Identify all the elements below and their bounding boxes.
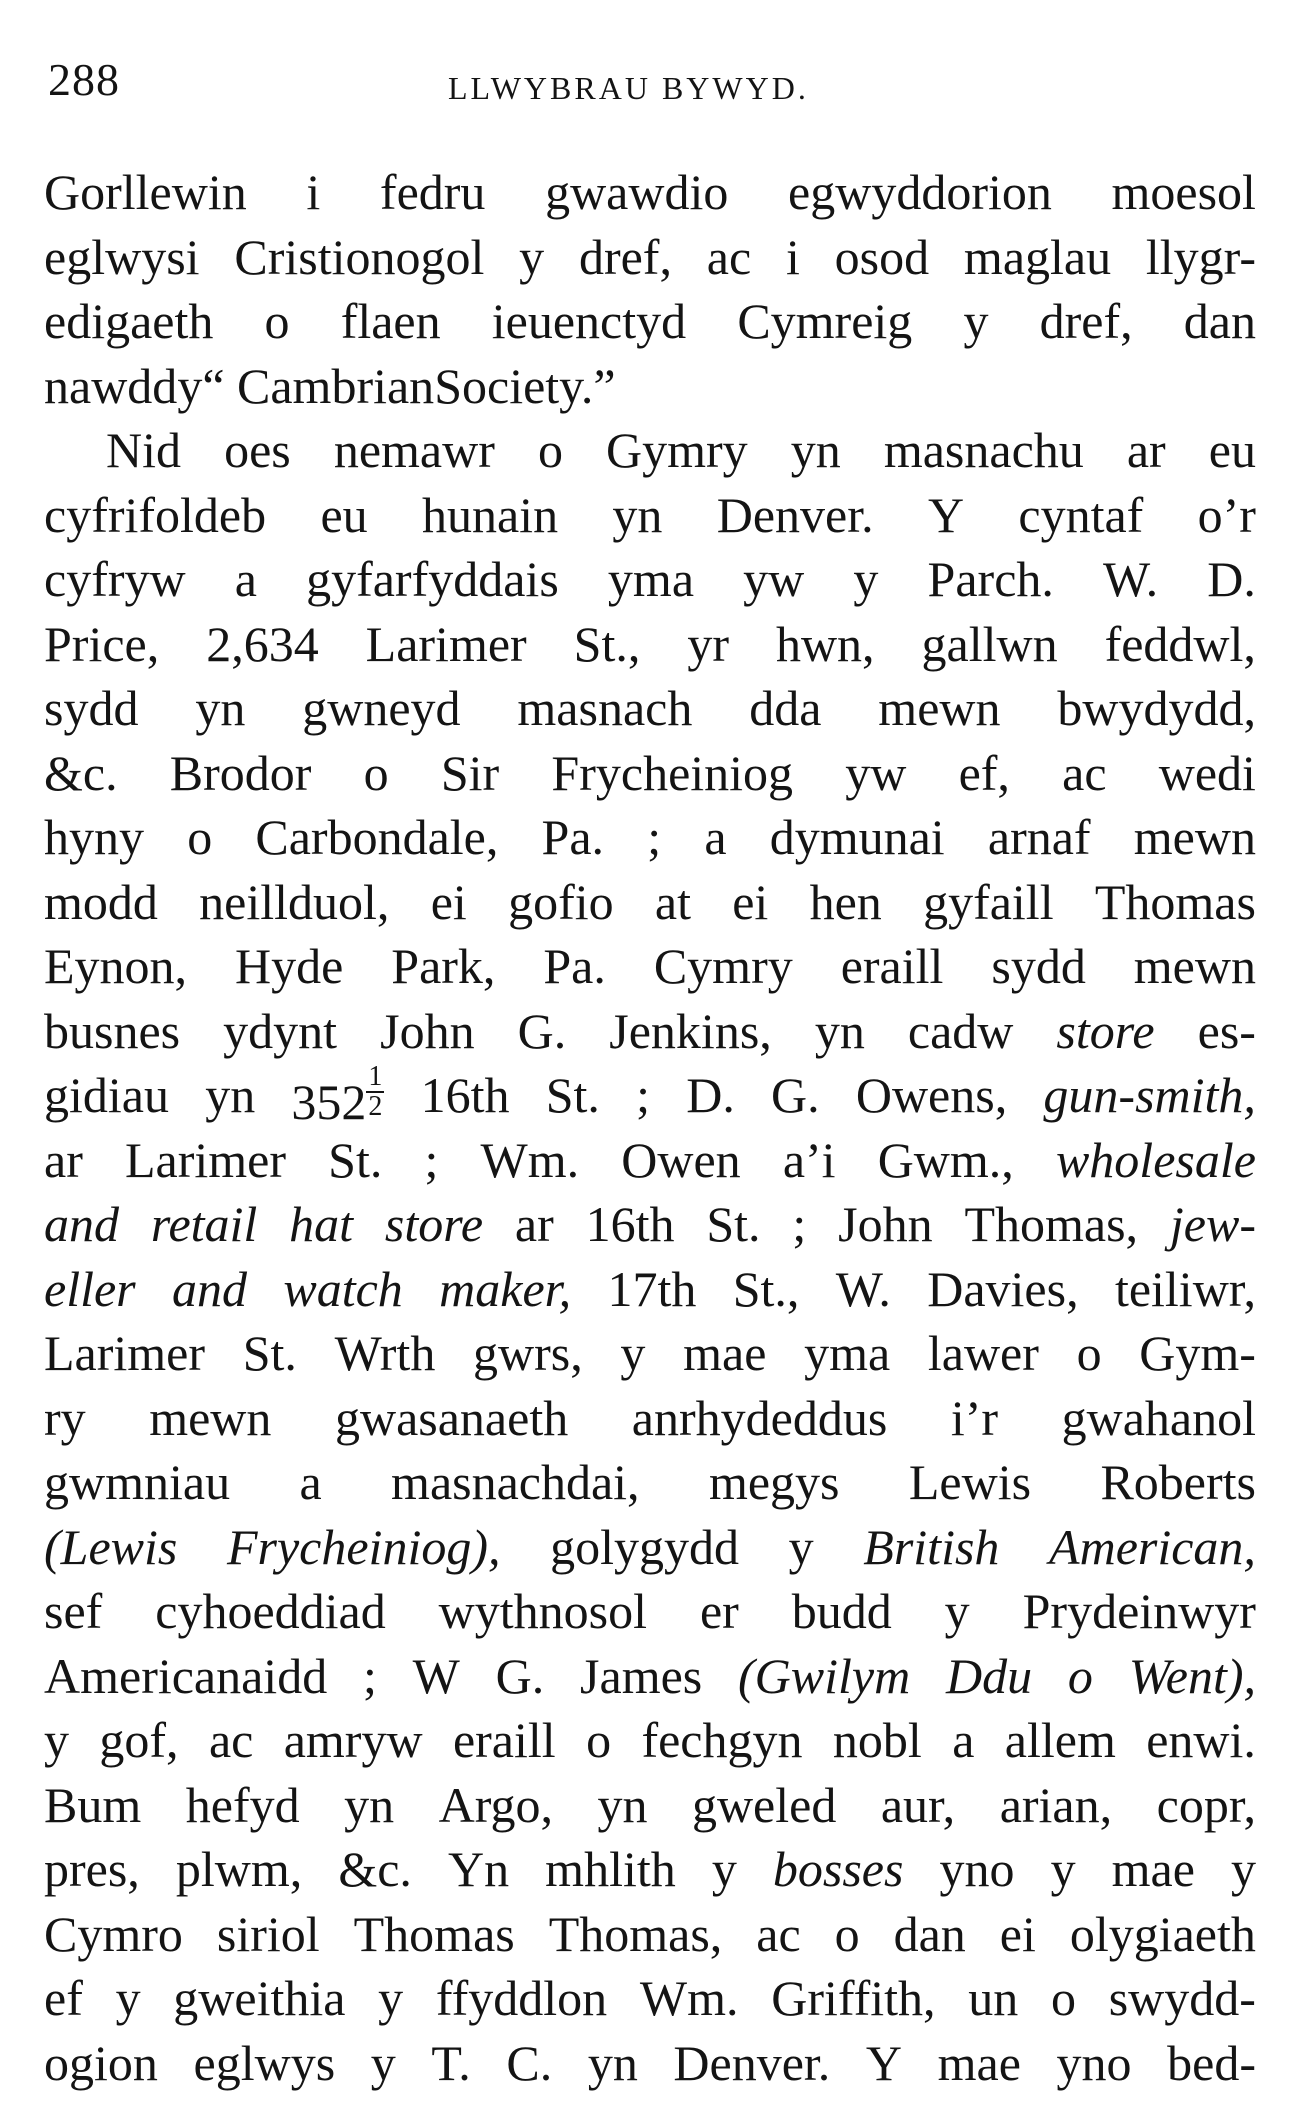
- text-line-11: [44, 805, 1256, 870]
- word: pres,: [44, 1841, 140, 1897]
- word: o: [586, 1712, 612, 1768]
- word: osod: [834, 228, 930, 285]
- text-line-3: [44, 289, 1256, 354]
- word: anrhydeddus: [631, 1389, 888, 1446]
- italic-word: Frycheiniog),: [226, 1518, 501, 1575]
- word: Carbondale,: [255, 809, 499, 865]
- text-line-6: [44, 483, 1256, 548]
- text-line-29: [44, 1966, 1256, 2031]
- word: T.: [431, 2034, 471, 2091]
- italic-word: Ddu: [946, 1647, 1033, 1704]
- word: arnaf: [987, 809, 1091, 865]
- word: John: [380, 1002, 475, 1059]
- word: gwneyd: [302, 680, 461, 736]
- word: 16th: [585, 1196, 675, 1252]
- word: er: [699, 1583, 739, 1639]
- word: James: [580, 1647, 703, 1704]
- text-line-19: [44, 1321, 1256, 1386]
- word: ry: [44, 1389, 86, 1446]
- word: Larimer: [44, 1325, 206, 1381]
- word: ac: [756, 1905, 801, 1962]
- word: Owens,: [855, 1067, 1008, 1123]
- word: o’r: [1197, 486, 1256, 543]
- text-line-17: [44, 1192, 1256, 1257]
- word: gweithia: [173, 1970, 346, 2026]
- word: W: [412, 1647, 460, 1704]
- text-line-21: [44, 1450, 1256, 1515]
- word: St.: [328, 1131, 383, 1188]
- italic-word: wholesale: [1055, 1131, 1256, 1188]
- text-line-22: [44, 1515, 1256, 1580]
- word: Gym-: [1139, 1325, 1256, 1381]
- word: llygr-: [1145, 228, 1256, 285]
- word: Cymry: [653, 938, 793, 994]
- word: eglwys: [193, 2034, 336, 2091]
- word: a: [704, 809, 727, 865]
- italic-word: retail: [150, 1196, 258, 1252]
- word: ffyddlon: [435, 1970, 608, 2026]
- word: y: [44, 1712, 69, 1768]
- text-line-10: [44, 741, 1256, 806]
- italic-word: (Gwilym: [738, 1647, 911, 1704]
- word: cyhoeddiad: [155, 1583, 386, 1639]
- word: mewn: [878, 680, 1001, 736]
- word: G.: [771, 1067, 820, 1123]
- word: y: [963, 293, 989, 349]
- word: Argo,: [438, 1776, 553, 1833]
- word: St.,: [573, 615, 641, 672]
- italic-word: jew-: [1169, 1196, 1256, 1252]
- word: hunain: [421, 486, 559, 543]
- word: Gymry: [606, 422, 748, 478]
- word: masnachu: [883, 422, 1084, 478]
- word: mewn: [149, 1389, 272, 1446]
- word: ef: [44, 1970, 83, 2026]
- word: ei: [999, 1905, 1036, 1962]
- italic-word: o: [1067, 1647, 1093, 1704]
- whole-number: 352: [291, 1074, 367, 1130]
- word: Bum: [44, 1776, 142, 1833]
- word: gwawdio: [545, 164, 729, 220]
- word: y: [788, 1518, 814, 1575]
- word: Griffith,: [771, 1970, 936, 2026]
- word: yn: [790, 422, 841, 478]
- text-line-9: [44, 676, 1256, 741]
- word: Park,: [391, 938, 496, 994]
- word: cyfryw: [44, 551, 186, 607]
- text-line-12: [44, 870, 1256, 935]
- word: o: [363, 744, 389, 801]
- word: nobl: [832, 1712, 922, 1768]
- word: yw: [845, 744, 907, 801]
- word: Jenkins,: [609, 1002, 772, 1059]
- word: gyfarfyddais: [306, 551, 559, 607]
- word: Thomas: [1094, 873, 1256, 930]
- text-line-14: [44, 999, 1256, 1064]
- word: yma: [804, 1325, 891, 1381]
- word: Cristionogol: [234, 228, 485, 285]
- italic-word: store: [1056, 1002, 1155, 1059]
- word: o: [187, 809, 213, 865]
- word: mewn: [1133, 938, 1256, 994]
- word: a: [299, 1454, 322, 1510]
- word: sydd: [44, 680, 139, 736]
- word: 2,634: [206, 615, 319, 672]
- word: dan: [1183, 293, 1256, 349]
- word: dref,: [1039, 293, 1133, 349]
- word: &c.: [338, 1841, 412, 1897]
- address-number: [291, 1063, 384, 1128]
- word: Brodor: [169, 744, 312, 801]
- text-line-15: [44, 1063, 1256, 1128]
- word: yr: [687, 615, 729, 672]
- word: eraill: [452, 1712, 556, 1768]
- word: hyny: [44, 809, 144, 865]
- italic-word: hat: [289, 1196, 354, 1252]
- text-line-24: [44, 1644, 1256, 1709]
- word: eu: [320, 486, 368, 543]
- word: 16th: [420, 1067, 510, 1123]
- word: gwmniau: [44, 1454, 231, 1510]
- word: ydynt: [223, 1002, 338, 1059]
- italic-word: store: [384, 1196, 484, 1252]
- text-line-2: [44, 225, 1256, 290]
- word: ;: [636, 1067, 651, 1123]
- word: gofio: [508, 873, 614, 930]
- page-number: 288: [48, 54, 120, 105]
- word: at: [654, 873, 691, 930]
- word: ef,: [958, 744, 1010, 801]
- word: i: [785, 228, 800, 285]
- word: Larimer: [124, 1131, 286, 1188]
- word: ar: [514, 1196, 554, 1252]
- word: gyfaill: [923, 873, 1054, 930]
- word: Frycheiniog: [551, 744, 794, 801]
- text-line-7: [44, 547, 1256, 612]
- word: nemawr: [333, 422, 495, 478]
- word: feddwl,: [1104, 615, 1256, 672]
- word: y: [115, 1970, 141, 2026]
- word: flaen: [340, 293, 441, 349]
- word: Sir: [440, 744, 500, 801]
- word: ar: [1126, 422, 1166, 478]
- word: gweled: [691, 1776, 837, 1833]
- word: St.: [706, 1196, 761, 1252]
- word: y: [944, 1583, 970, 1639]
- body-text: [44, 160, 1256, 2095]
- word: y: [370, 2034, 396, 2091]
- text-line-4: [44, 354, 1256, 419]
- word: gidiau: [44, 1067, 169, 1123]
- word: un: [968, 1970, 1019, 2026]
- word: W.: [835, 1260, 891, 1317]
- word: a’i: [782, 1131, 836, 1188]
- word: a: [234, 551, 257, 607]
- word: o: [834, 1905, 860, 1962]
- word: o: [1051, 1970, 1076, 2026]
- word: yw: [743, 551, 805, 607]
- word: edigaeth: [44, 293, 214, 349]
- word: Roberts: [1100, 1454, 1256, 1510]
- word: gwahanol: [1061, 1389, 1256, 1446]
- word: Denver.: [716, 486, 874, 543]
- fraction-numerator: 1: [368, 1061, 383, 1092]
- word: bed-: [1167, 2034, 1256, 2091]
- word: gof,: [99, 1712, 179, 1768]
- word: modd: [44, 873, 158, 930]
- italic-word: and: [172, 1260, 247, 1317]
- word: siriol: [216, 1905, 320, 1962]
- word: wythnosol: [438, 1583, 648, 1639]
- word: mewn: [1133, 809, 1256, 865]
- italic-word: American,: [1049, 1518, 1256, 1575]
- fraction: [366, 1063, 384, 1121]
- word: Gorllewin: [44, 164, 247, 220]
- word: sydd: [991, 938, 1086, 994]
- word: dan: [893, 1905, 966, 1962]
- word: yno: [1056, 2034, 1132, 2091]
- word: Pa.: [541, 809, 605, 865]
- word: G.: [495, 1647, 545, 1704]
- word: amryw: [283, 1712, 423, 1768]
- word: dref,: [578, 228, 672, 285]
- word: lawer: [927, 1325, 1039, 1381]
- word: W.: [1103, 551, 1159, 607]
- word: Cymreig: [737, 293, 913, 349]
- word: Lewis: [908, 1454, 1032, 1510]
- word: Cymro: [44, 1905, 183, 1962]
- word: “ Cambrian: [202, 357, 435, 414]
- word: &c.: [44, 744, 118, 801]
- word: Y: [865, 2034, 903, 2091]
- word: y: [853, 551, 879, 607]
- word: eglwysi: [44, 228, 200, 285]
- word: ei: [732, 873, 769, 930]
- word: Prydeinwyr: [1022, 1583, 1256, 1639]
- word: i’r: [950, 1389, 999, 1446]
- word: gwasanaeth: [334, 1389, 569, 1446]
- word: mae: [937, 2034, 1021, 2091]
- word: yn: [205, 1067, 256, 1123]
- word: cyntaf: [1018, 486, 1144, 543]
- word: ac: [208, 1712, 254, 1768]
- word: wedi: [1158, 744, 1256, 801]
- word: ;: [792, 1196, 807, 1252]
- word: gallwn: [921, 615, 1058, 672]
- word: arian,: [999, 1776, 1113, 1833]
- word: Eynon,: [44, 938, 188, 994]
- word: Gwm.,: [877, 1131, 1014, 1188]
- word: 17th: [607, 1260, 697, 1317]
- word: Americanaidd: [44, 1647, 328, 1704]
- word: D.: [1207, 551, 1256, 607]
- word: ieuenctyd: [491, 293, 687, 349]
- word: Y: [927, 486, 965, 543]
- word: oes: [224, 422, 291, 478]
- word: aur,: [880, 1776, 956, 1833]
- italic-word: British: [863, 1518, 1000, 1575]
- word: mae: [683, 1325, 767, 1381]
- italic-word: bosses: [772, 1841, 904, 1897]
- word: maglau: [963, 228, 1112, 285]
- italic-word: (Lewis: [44, 1518, 178, 1575]
- word: eraill: [840, 938, 944, 994]
- text-line-13: [44, 934, 1256, 999]
- word: Society.”: [434, 357, 616, 414]
- word: ;: [362, 1647, 377, 1704]
- word: megys: [708, 1454, 840, 1510]
- word: y: [620, 1325, 646, 1381]
- word: yn: [587, 2034, 638, 2091]
- word: St.: [545, 1067, 600, 1123]
- italic-word: gun-smith,: [1043, 1067, 1256, 1123]
- text-line-26: [44, 1773, 1256, 1838]
- word: masnach: [517, 680, 693, 736]
- word: masnachdai,: [391, 1454, 640, 1510]
- word: Davies,: [927, 1260, 1079, 1317]
- word: ac: [1062, 744, 1107, 801]
- italic-word: watch: [283, 1260, 403, 1317]
- word: o: [1076, 1325, 1102, 1381]
- word: Wm.: [639, 1970, 739, 2026]
- word: y: [177, 357, 203, 414]
- word: ar: [44, 1131, 83, 1188]
- word: Parch.: [927, 551, 1054, 607]
- word: nawdd: [44, 357, 178, 414]
- word: dymunai: [769, 809, 945, 865]
- word: o: [537, 422, 563, 478]
- word: ;: [424, 1131, 439, 1188]
- italic-word: maker,: [439, 1260, 572, 1317]
- word: o: [264, 293, 290, 349]
- word: hen: [809, 873, 882, 930]
- text-line-1: [44, 160, 1256, 225]
- word: yn: [814, 1002, 865, 1059]
- word: C.: [506, 2034, 553, 2091]
- word: yno: [939, 1841, 1015, 1897]
- word: Wm.: [480, 1131, 580, 1188]
- text-line-20: [44, 1386, 1256, 1451]
- word: budd: [791, 1583, 892, 1639]
- word: dda: [749, 680, 822, 736]
- word: Hyde: [235, 938, 344, 994]
- word: yn: [344, 1776, 395, 1833]
- word: egwyddorion: [788, 164, 1052, 220]
- word: y: [519, 228, 545, 285]
- word: ei: [430, 873, 467, 930]
- page-header: [48, 52, 1248, 122]
- word: yn: [195, 680, 246, 736]
- word: Thomas,: [964, 1196, 1139, 1252]
- word: teiliwr,: [1114, 1260, 1256, 1317]
- word: St.,: [732, 1260, 800, 1317]
- word: fechgyn: [641, 1712, 803, 1768]
- word: mhlith: [545, 1841, 676, 1897]
- word: cadw: [907, 1002, 1014, 1059]
- text-line-28: [44, 1902, 1256, 1967]
- word: swydd-: [1108, 1970, 1256, 2026]
- word: G.: [517, 1002, 567, 1059]
- word: allem: [1004, 1712, 1116, 1768]
- word: Wrth: [334, 1325, 436, 1381]
- word: ac: [706, 228, 752, 285]
- word: golygydd: [550, 1518, 740, 1575]
- word: hefyd: [185, 1776, 300, 1833]
- word: neillduol,: [199, 873, 390, 930]
- word: y: [378, 1970, 404, 2026]
- word: copr,: [1156, 1776, 1256, 1833]
- word: Thomas,: [548, 1905, 723, 1962]
- word: yn: [597, 1776, 648, 1833]
- word: St.: [242, 1325, 297, 1381]
- text-line-23: [44, 1579, 1256, 1644]
- text-line-30: [44, 2031, 1256, 2096]
- word: y: [1230, 1841, 1256, 1897]
- word: gwrs,: [473, 1325, 583, 1381]
- word: y: [1050, 1841, 1076, 1897]
- word: olygiaeth: [1069, 1905, 1256, 1962]
- word: Pa.: [543, 938, 606, 994]
- word: sef: [44, 1583, 103, 1639]
- fraction-denominator: 2: [368, 1091, 383, 1122]
- word: D.: [686, 1067, 735, 1123]
- text-line-5: [44, 418, 1256, 483]
- word: Nid: [106, 422, 181, 478]
- italic-word: Went),: [1128, 1647, 1256, 1704]
- word: yma: [607, 551, 695, 607]
- text-line-25: [44, 1708, 1256, 1773]
- running-title: LLWYBRAU BYWYD.: [448, 70, 809, 106]
- word: cyfrifoldeb: [44, 486, 267, 543]
- word: mae: [1111, 1841, 1195, 1897]
- word: ;: [647, 809, 662, 865]
- word: Price,: [44, 615, 160, 672]
- word: fedru: [379, 164, 486, 220]
- word: John: [838, 1196, 933, 1252]
- italic-word: and: [44, 1196, 119, 1252]
- word: y: [711, 1841, 737, 1897]
- word: i: [306, 164, 321, 220]
- word: Yn: [448, 1841, 510, 1897]
- word: eu: [1208, 422, 1256, 478]
- word: yn: [612, 486, 663, 543]
- word: es-: [1197, 1002, 1256, 1059]
- text-line-8: [44, 612, 1256, 677]
- word: ogion: [44, 2034, 158, 2091]
- italic-word: eller: [44, 1260, 136, 1317]
- word: enwi.: [1146, 1712, 1256, 1768]
- word: a: [952, 1712, 975, 1768]
- word: plwm,: [175, 1841, 303, 1897]
- text-line-27: [44, 1837, 1256, 1902]
- text-line-16: [44, 1128, 1256, 1193]
- word: Denver.: [673, 2034, 831, 2091]
- word: moesol: [1111, 164, 1256, 220]
- text-line-18: [44, 1257, 1256, 1322]
- word: Larimer: [365, 615, 527, 672]
- word: Owen: [621, 1131, 741, 1188]
- word: hwn,: [775, 615, 875, 672]
- word: bwydydd,: [1057, 680, 1256, 736]
- word: busnes: [44, 1002, 181, 1059]
- word: Thomas: [353, 1905, 515, 1962]
